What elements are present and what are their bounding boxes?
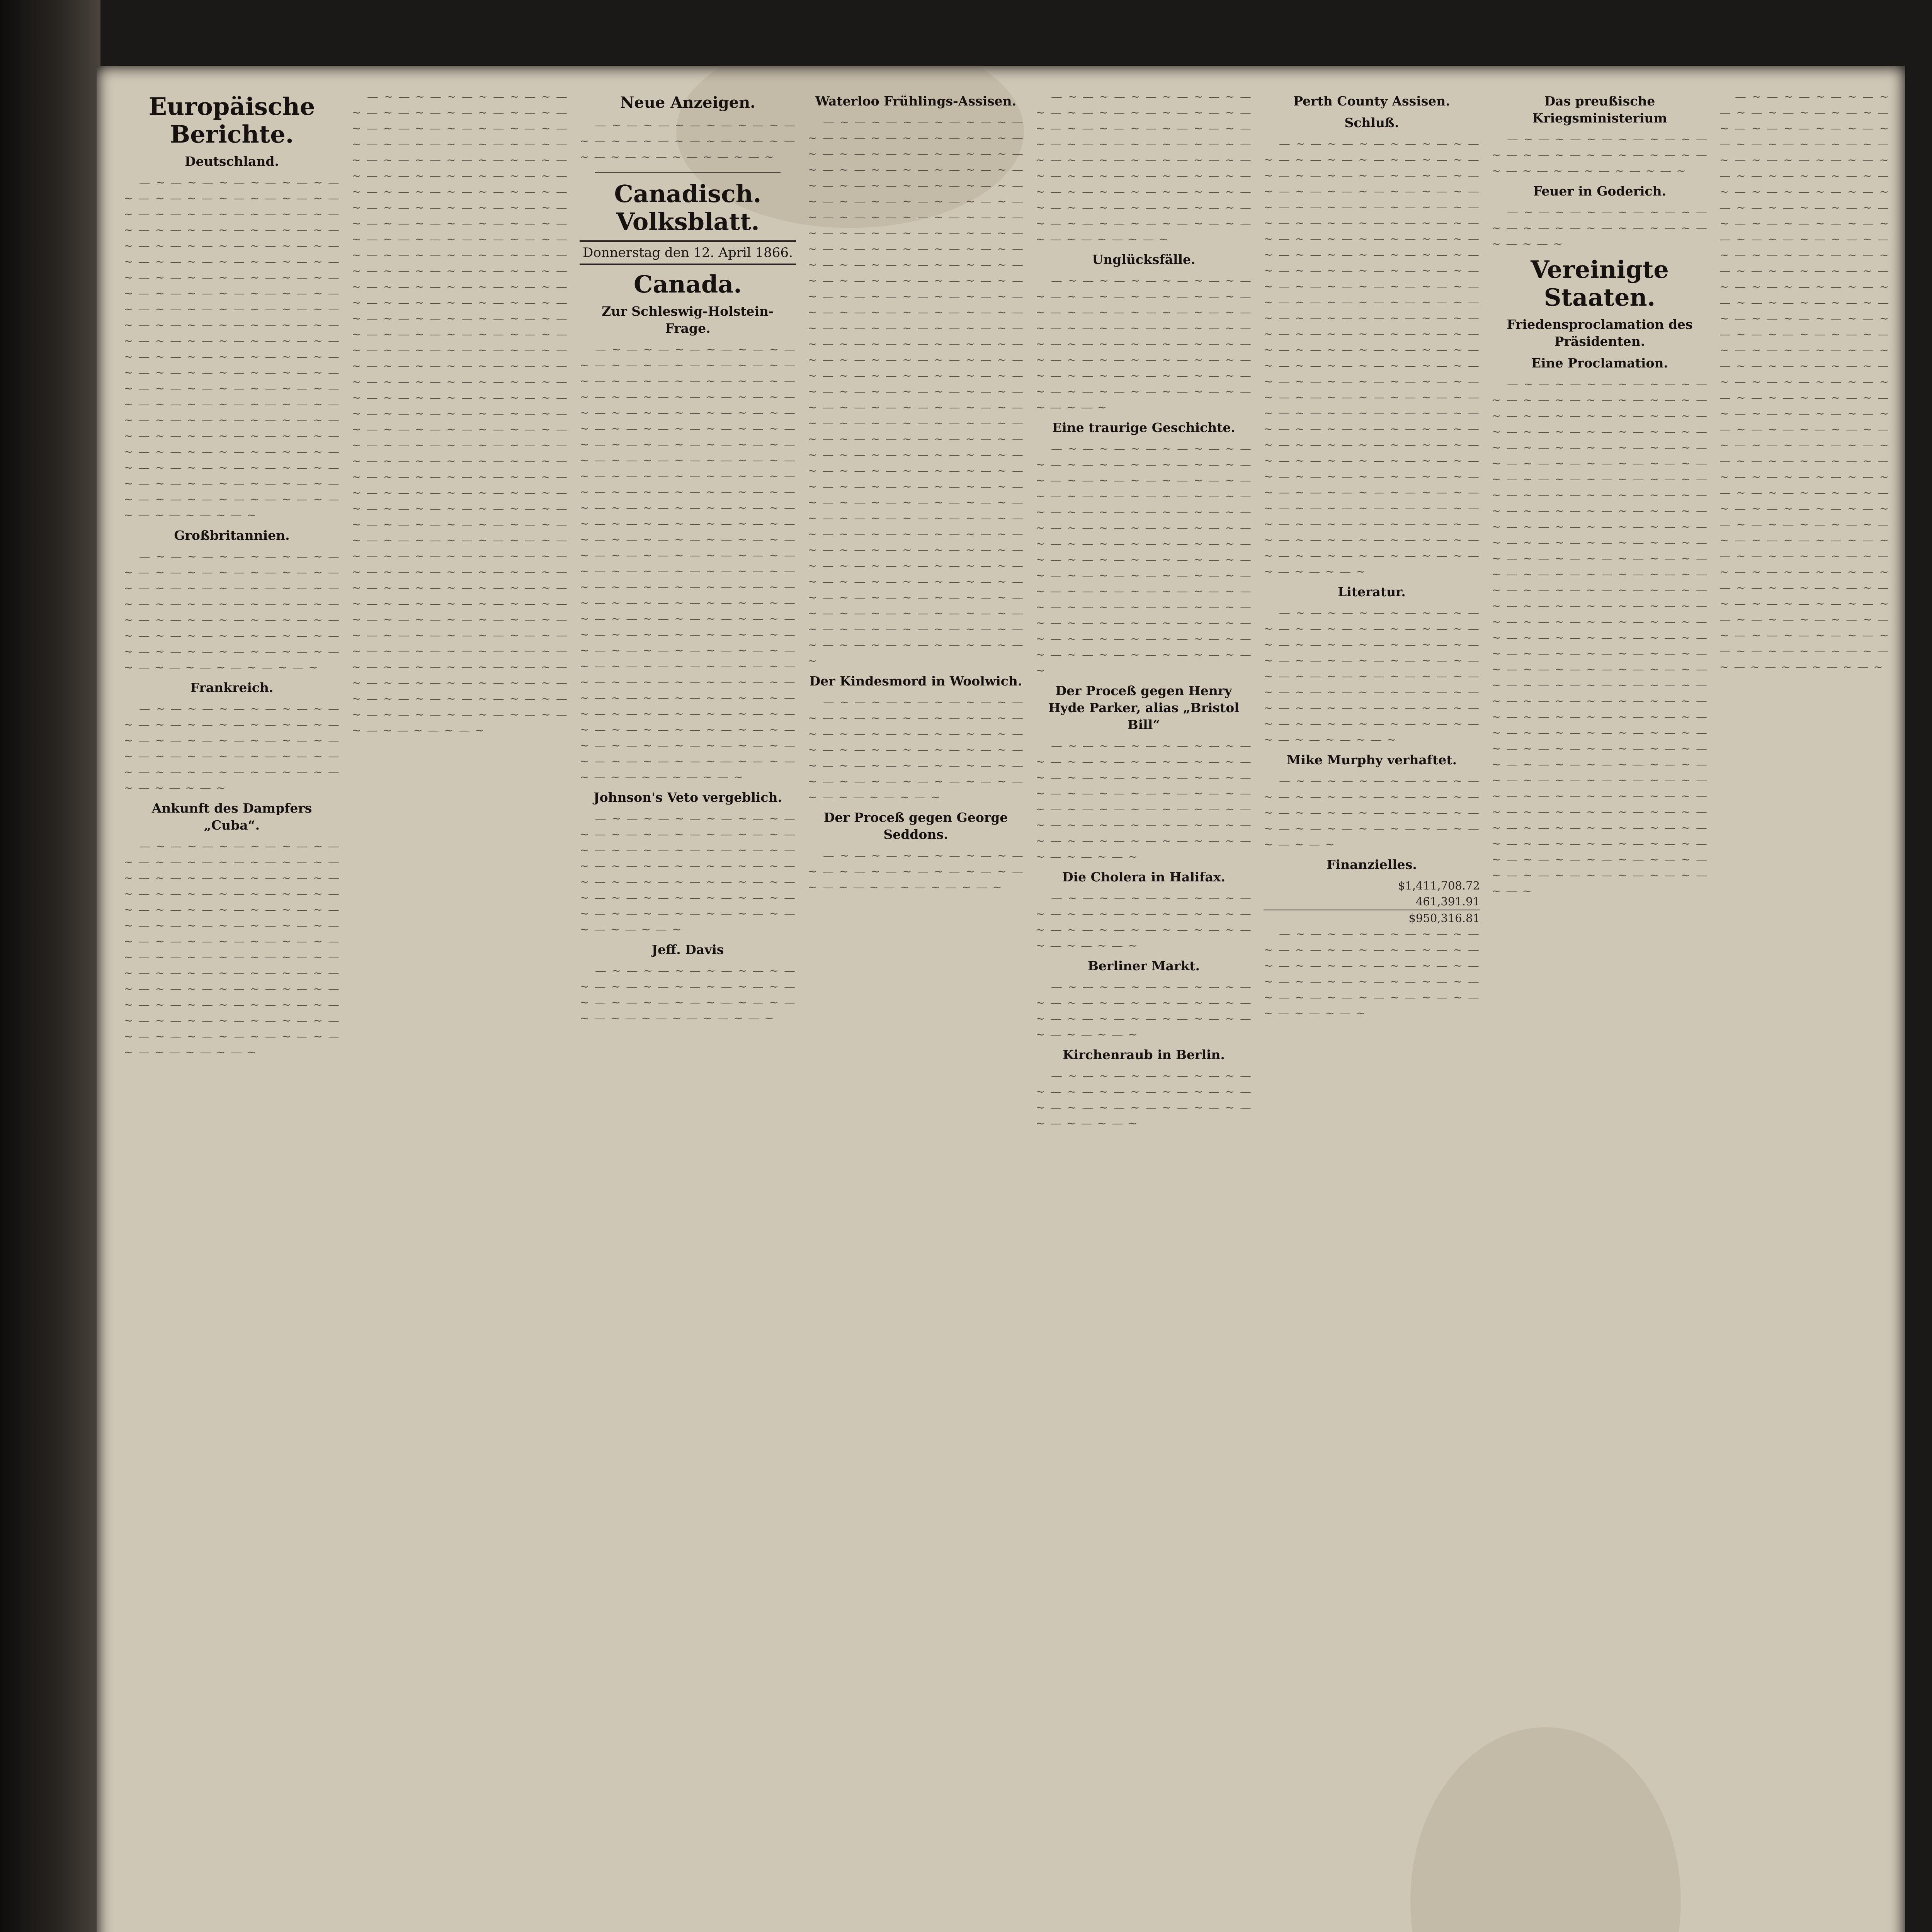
article-body: — ~ — ~ — ~ — ~ — ~ — ~ — ~ — ~ — ~ — ~ — ~ — ~ — ~ — ~ — ~ — ~ — ~ — ~ — ~ — ~ — ~ — ~ — ~ — ~ — ~ — ~ — ~ — ~ — ~ — ~ — ~ — ~ — ~ — ~ — ~ — ~ — ~ — ~ — ~ — ~ — ~ — ~ — ~ — ~ — ~ — ~ — ~ — ~ — ~ — ~ — ~ — ~ [1036,739,1252,863]
figure-expenses: 461,391.91 [1415,895,1480,908]
subheading: Mike Murphy verhaftet. [1286,752,1457,767]
book-binding [0,0,100,1932]
article-body: — ~ — ~ — ~ — ~ — ~ — ~ — ~ — ~ — ~ — ~ — ~ — ~ — ~ — ~ — ~ — ~ — ~ — ~ — ~ — ~ — ~ — ~ — ~ — ~ — ~ — ~ — ~ — ~ — ~ — ~ — ~ — ~ — ~ — ~ — ~ — ~ — ~ — ~ — ~ — ~ — ~ — ~ — ~ — ~ — ~ — ~ — ~ — ~ — ~ — ~ — ~ — ~ — ~ — ~ — ~ — ~ — ~ — ~ — ~ — ~ — ~ — ~ — ~ — ~ — ~ — ~ — ~ — ~ — ~ — ~ — ~ — ~ — ~ — ~ — ~ — ~ — ~ — ~ — ~ — ~ — ~ — ~ — ~ — ~ — ~ — ~ — ~ — ~ — ~ — ~ — ~ — ~ — ~ — ~ — ~ [124,840,340,1059]
article-body: — ~ — ~ — ~ — ~ — ~ — ~ — ~ — ~ — ~ — ~ — ~ — ~ — ~ — ~ — ~ — ~ — ~ — ~ — ~ — ~ — ~ — ~ — ~ — ~ — ~ — ~ — ~ — ~ — ~ — ~ — ~ — ~ — ~ — ~ — ~ — ~ — ~ — ~ — ~ — ~ — ~ — ~ — ~ — ~ — ~ — ~ — ~ — ~ — ~ — ~ — ~ — ~ — ~ — ~ — ~ — ~ — ~ — ~ [1036,274,1252,414]
column-4 [808,89,1024,1932]
article-body: — ~ — ~ — ~ — ~ — ~ — ~ — ~ — ~ — ~ — ~ — ~ — ~ — ~ — ~ — ~ — ~ — ~ — ~ — ~ — ~ — ~ — ~ — ~ — ~ — ~ — ~ — ~ — ~ — ~ — ~ — ~ — ~ — ~ — ~ — ~ — ~ — ~ — ~ — ~ — ~ — ~ — ~ — ~ — ~ — ~ — ~ [808,696,1024,804]
article-body: — ~ — ~ — ~ — ~ — ~ — ~ — ~ — ~ — ~ — ~ — ~ — ~ — ~ — ~ — ~ — ~ — ~ — ~ — ~ — ~ — ~ — ~ — ~ — ~ — ~ — ~ — ~ — ~ — ~ — ~ — ~ — ~ — ~ — ~ — ~ — ~ — ~ — ~ — ~ — ~ — ~ — ~ — ~ — ~ — ~ — ~ — ~ — ~ — ~ — ~ — ~ — ~ — ~ — ~ — ~ — ~ — ~ — ~ — ~ — ~ — ~ — ~ — ~ — ~ — ~ — ~ — ~ — ~ — ~ — ~ — ~ — ~ — ~ — ~ — ~ — ~ — ~ — ~ — ~ — ~ — ~ — ~ — ~ — ~ — ~ — ~ — ~ — ~ — ~ — ~ — ~ — ~ — ~ — ~ — ~ — ~ — ~ — ~ — ~ — ~ — ~ — ~ — ~ — ~ — ~ — ~ — ~ — ~ — ~ — ~ — ~ — ~ — ~ — ~ — ~ — ~ — ~ — ~ — ~ — ~ — ~ — ~ — ~ — ~ — ~ — ~ — ~ — ~ — ~ — ~ — ~ — ~ — ~ — ~ — ~ — ~ — ~ — ~ — ~ — ~ — ~ — ~ — ~ — ~ — ~ — ~ — ~ — ~ — ~ — ~ — ~ — ~ — ~ — ~ — ~ — ~ — ~ — ~ — ~ — ~ — ~ — ~ — ~ — ~ — ~ — ~ — ~ — ~ — ~ — ~ — ~ — ~ — ~ — ~ — ~ — ~ — ~ — ~ — ~ — ~ — ~ — ~ — ~ — ~ — ~ — ~ — ~ — ~ — ~ — ~ — ~ — ~ — ~ — ~ — ~ — ~ — ~ — ~ — ~ — ~ — ~ — ~ — ~ [1719,90,1889,673]
section-heading: Das preußische Kriegsministerium [1532,94,1667,126]
column-6 [1264,89,1480,1932]
column-2 [352,89,568,1932]
subheading: Unglücksfälle. [1092,252,1196,267]
subheading: Frankreich. [190,680,274,695]
figure-surplus: $950,316.81 [1264,910,1480,926]
article-body: — ~ — ~ — ~ — ~ — ~ — ~ — ~ — ~ — ~ — ~ — ~ — ~ — ~ — ~ — ~ — ~ — ~ — ~ — ~ — ~ — ~ — ~ — ~ — ~ — ~ — ~ — ~ — ~ — ~ — ~ — ~ — ~ — ~ — ~ — ~ — ~ — ~ — ~ — ~ — ~ — ~ — ~ — ~ — ~ — ~ — ~ — ~ — ~ — ~ — ~ — ~ — ~ — ~ — ~ — ~ [124,550,340,674]
subheading: Ankunft des Dampfers „Cuba“. [151,801,312,833]
article-body: — ~ — ~ — ~ — ~ — ~ — ~ — ~ — ~ — ~ — ~ — ~ — ~ — ~ — ~ — ~ — ~ — ~ — ~ — ~ — ~ — ~ — ~ — ~ — ~ — ~ — ~ — ~ — ~ — ~ — ~ — ~ — ~ — ~ — ~ — ~ — ~ — ~ — ~ [1264,927,1480,1020]
subheading: Die Cholera in Halifax. [1062,869,1226,884]
article-body: — ~ — ~ — ~ — ~ — ~ — ~ — ~ — ~ — ~ — ~ — ~ — ~ — ~ — ~ — ~ — ~ — ~ — ~ — ~ — ~ — ~ — ~ — ~ — ~ — ~ — ~ — ~ — ~ — ~ — ~ — ~ — ~ — ~ — ~ — ~ — ~ — ~ — ~ — ~ — ~ — ~ — ~ — ~ — ~ — ~ — ~ — ~ — ~ — ~ — ~ — ~ — ~ — ~ — ~ — ~ — ~ — ~ — ~ — ~ — ~ — ~ — ~ — ~ — ~ — ~ — ~ — ~ — ~ — ~ — ~ — ~ — ~ — ~ — ~ — ~ — ~ — ~ — ~ — ~ — ~ — ~ — ~ — ~ — ~ — ~ — ~ — ~ — ~ — ~ — ~ — ~ — ~ — ~ — ~ — ~ — ~ — ~ — ~ — ~ — ~ — ~ — ~ — ~ — ~ — ~ — ~ — ~ — ~ — ~ — ~ — ~ — ~ — ~ — ~ — ~ — ~ — ~ — ~ — ~ — ~ — ~ — ~ — ~ — ~ — ~ — ~ — ~ — ~ — ~ — ~ — ~ — ~ — ~ — ~ — ~ — ~ — ~ — ~ — ~ — ~ — ~ — ~ — ~ — ~ — ~ — ~ — ~ — ~ — ~ — ~ — ~ — ~ — ~ — ~ — ~ — ~ — ~ — ~ — ~ — ~ — ~ — ~ — ~ — ~ — ~ — ~ — ~ — ~ — ~ — ~ — ~ — ~ — ~ — ~ — ~ — ~ — ~ — ~ — ~ — ~ — ~ — ~ — ~ — ~ — ~ — ~ — ~ — ~ — ~ — ~ — ~ — ~ — ~ — ~ — ~ — ~ — ~ — ~ — ~ — ~ — ~ — ~ — ~ — ~ — ~ — ~ — ~ — ~ — ~ — ~ — ~ — ~ — ~ — ~ — ~ — ~ — ~ — ~ — ~ — ~ — ~ — ~ — ~ — ~ — ~ — ~ — ~ — ~ — ~ — ~ — ~ — ~ — ~ — ~ — ~ — ~ — ~ — ~ — ~ — ~ — ~ — ~ — ~ — ~ — ~ — ~ — ~ — ~ — ~ — ~ — ~ — ~ — ~ — ~ — ~ — ~ — ~ — ~ — ~ — ~ — ~ — ~ — ~ — ~ — ~ — ~ — ~ — ~ — ~ — ~ — ~ — ~ — ~ — ~ — ~ — ~ — ~ — ~ — ~ — ~ — ~ — ~ — ~ — ~ [352,90,568,737]
article-body: — ~ — ~ — ~ — ~ — ~ — ~ — ~ — ~ — ~ — ~ — ~ — ~ — ~ — ~ — ~ — ~ — ~ — ~ — ~ — ~ — ~ — ~ — ~ — ~ — ~ — ~ — ~ — ~ — ~ — ~ [1264,774,1480,851]
subheading: Finanzielles. [1327,857,1417,872]
article-body: — ~ — ~ — ~ — ~ — ~ — ~ — ~ — ~ — ~ — ~ — ~ — ~ — ~ — ~ — ~ — ~ — ~ — ~ — ~ — ~ — ~ — ~ — ~ — ~ [1036,1069,1252,1130]
subheading: Großbritannien. [174,528,290,543]
article-body: — ~ — ~ — ~ — ~ — ~ — ~ — ~ — ~ — ~ — ~ — ~ — ~ — ~ — ~ — ~ — ~ — ~ — ~ — ~ — ~ — ~ — ~ — ~ — ~ — ~ — ~ — ~ — ~ — ~ — ~ — ~ — ~ — ~ — ~ — ~ — ~ — ~ — ~ [124,702,340,794]
article-body: — ~ — ~ — ~ — ~ — ~ — ~ — ~ — ~ — ~ — ~ — ~ — ~ — ~ — ~ — ~ — ~ — ~ — ~ — ~ — ~ — ~ — ~ — ~ — ~ — ~ — ~ — ~ — ~ — ~ — ~ — ~ — ~ — ~ — ~ — ~ — ~ — ~ — ~ — ~ — ~ — ~ — ~ — ~ — ~ — ~ — ~ — ~ — ~ — ~ — ~ — ~ — ~ — ~ — ~ — ~ — ~ — ~ — ~ — ~ — ~ — ~ — ~ — ~ — ~ — ~ — ~ — ~ — ~ — ~ — ~ — ~ — ~ — ~ — ~ — ~ — ~ — ~ — ~ — ~ — ~ — ~ — ~ — ~ — ~ — ~ — ~ — ~ — ~ — ~ — ~ — ~ — ~ — ~ — ~ — ~ — ~ — ~ — ~ [1036,442,1252,677]
subheading: Schluß. [1344,115,1399,130]
subheading: Johnson's Veto vergeblich. [593,790,782,805]
subheading: Jeff. Davis [651,942,724,957]
article-body: — ~ — ~ — ~ — ~ — ~ — ~ — ~ — ~ — ~ — ~ — ~ — ~ — ~ — ~ — ~ — ~ — ~ — ~ — ~ — ~ — ~ — ~ — ~ — ~ — ~ — ~ — ~ — ~ — ~ — ~ — ~ — ~ — ~ — ~ — ~ — ~ — ~ — ~ — ~ — ~ — ~ — ~ — ~ — ~ — ~ — ~ — ~ — ~ — ~ — ~ — ~ — ~ — ~ — ~ — ~ — ~ — ~ — ~ — ~ — ~ — ~ — ~ — ~ — ~ — ~ — ~ — ~ — ~ — ~ — ~ — ~ — ~ — ~ — ~ — ~ — ~ — ~ — ~ — ~ — ~ — ~ — ~ — ~ — ~ — ~ — ~ — ~ — ~ — ~ — ~ — ~ — ~ — ~ — ~ — ~ — ~ — ~ — ~ — ~ — ~ — ~ — ~ — ~ — ~ — ~ — ~ — ~ — ~ — ~ — ~ — ~ — ~ — ~ — ~ — ~ — ~ — ~ — ~ — ~ — ~ — ~ — ~ — ~ — ~ — ~ — ~ — ~ — ~ — ~ — ~ — ~ — ~ — ~ — ~ — ~ — ~ — ~ — ~ — ~ — ~ — ~ — ~ — ~ — ~ — ~ — ~ — ~ — ~ — ~ — ~ — ~ — ~ — ~ — ~ — ~ — ~ — ~ — ~ — ~ — ~ — ~ — ~ — ~ — ~ — ~ — ~ — ~ — ~ — ~ — ~ — ~ — ~ — ~ — ~ — ~ — ~ — ~ — ~ — ~ — ~ — ~ — ~ — ~ — ~ — ~ — ~ — ~ — ~ — ~ — ~ — ~ — ~ — ~ — ~ [580,343,796,784]
section-heading: Vereinigte Staaten. [1531,255,1669,311]
subheading: Eine traurige Geschichte. [1052,420,1235,435]
ads-heading: Neue Anzeigen. [620,94,756,112]
article-body: — ~ — ~ — ~ — ~ — ~ — ~ — ~ — ~ — ~ — ~ — ~ — ~ — ~ — ~ — ~ — ~ — ~ — ~ — ~ — ~ — ~ — ~ — ~ — ~ — ~ — ~ — ~ — ~ — ~ — ~ — ~ — ~ — ~ — ~ — ~ — ~ — ~ — ~ — ~ — ~ — ~ — ~ — ~ — ~ — ~ — ~ — ~ — ~ — ~ — ~ — ~ — ~ — ~ — ~ — ~ — ~ — ~ — ~ — ~ — ~ — ~ — ~ — ~ — ~ — ~ — ~ — ~ [1036,90,1252,246]
column-1 [124,89,340,1932]
subheading: Der Kindesmord in Woolwich. [809,673,1022,689]
divider [595,172,781,173]
section-heading: Waterloo Frühlings-Assisen. [815,94,1017,109]
article-body: — ~ — ~ — ~ — ~ — ~ — ~ — ~ — ~ — ~ — ~ — ~ — ~ — ~ — ~ — ~ — ~ — ~ — ~ — ~ — ~ — ~ — ~ — ~ — ~ — ~ — ~ — ~ — ~ — ~ — ~ — ~ — ~ — ~ — ~ — ~ — ~ — ~ — ~ — ~ — ~ — ~ — ~ — ~ — ~ — ~ — ~ — ~ — ~ — ~ — ~ — ~ — ~ — ~ — ~ — ~ — ~ — ~ — ~ — ~ — ~ — ~ — ~ — ~ — ~ — ~ — ~ — ~ — ~ — ~ — ~ — ~ — ~ — ~ — ~ — ~ — ~ — ~ — ~ — ~ — ~ — ~ — ~ — ~ — ~ — ~ — ~ — ~ — ~ — ~ — ~ — ~ — ~ — ~ — ~ — ~ — ~ — ~ — ~ — ~ — ~ — ~ — ~ — ~ — ~ — ~ — ~ — ~ — ~ — ~ — ~ — ~ — ~ — ~ — ~ — ~ — ~ — ~ — ~ — ~ — ~ — ~ — ~ — ~ — ~ — ~ — ~ — ~ — ~ — ~ — ~ — ~ — ~ — ~ — ~ — ~ — ~ — ~ — ~ — ~ — ~ — ~ — ~ — ~ — ~ — ~ — ~ — ~ — ~ — ~ — ~ — ~ — ~ — ~ — ~ — ~ — ~ — ~ — ~ — ~ — ~ — ~ — ~ — ~ — ~ — ~ — ~ — ~ — ~ — ~ — ~ — ~ — ~ — ~ — ~ — ~ — ~ — ~ — ~ — ~ — ~ — ~ — ~ — ~ — ~ — ~ — ~ — ~ — ~ — ~ — ~ — ~ — ~ — ~ — ~ — ~ — ~ — ~ — ~ — ~ — ~ — ~ — ~ — ~ — ~ — ~ — ~ — ~ — ~ — ~ — ~ — ~ — ~ — ~ — ~ — ~ — ~ — ~ — ~ — ~ — ~ — ~ — ~ — ~ — ~ — ~ — ~ — ~ — ~ — ~ — ~ — ~ — ~ — ~ — ~ — ~ — ~ — ~ — ~ [808,116,1024,667]
article-body: — ~ — ~ — ~ — ~ — ~ — ~ — ~ — ~ — ~ — ~ — ~ — ~ — ~ — ~ — ~ — ~ — ~ — ~ — ~ — ~ — ~ — ~ — ~ — ~ — ~ — ~ — ~ [580,964,796,1025]
column-7 [1492,89,1708,1932]
dateline: Donnerstag den 12. April 1866. [580,240,796,265]
article-body: — ~ — ~ — ~ — ~ — ~ — ~ — ~ — ~ — ~ — ~ — ~ — ~ — ~ — ~ — ~ — ~ — ~ — ~ — ~ — ~ — ~ — ~ — ~ — ~ — ~ — ~ — ~ — ~ — ~ — ~ — ~ — ~ — ~ — ~ — ~ — ~ — ~ — ~ — ~ — ~ — ~ — ~ — ~ — ~ — ~ — ~ — ~ — ~ — ~ — ~ — ~ — ~ — ~ — ~ — ~ — ~ — ~ — ~ — ~ — ~ [1264,606,1480,746]
ads-body: — ~ — ~ — ~ — ~ — ~ — ~ — ~ — ~ — ~ — ~ — ~ — ~ — ~ — ~ — ~ — ~ — ~ — ~ — ~ — ~ [580,119,796,163]
column-5 [1036,89,1252,1932]
article-body: — ~ — ~ — ~ — ~ — ~ — ~ — ~ — ~ — ~ — ~ — ~ — ~ — ~ — ~ — ~ — ~ — ~ — ~ — ~ — ~ — ~ — ~ — ~ — ~ — ~ — ~ — ~ — ~ — ~ — ~ — ~ — ~ — ~ — ~ — ~ — ~ — ~ — ~ — ~ — ~ — ~ — ~ — ~ — ~ — ~ — ~ — ~ — ~ — ~ — ~ — ~ — ~ — ~ — ~ — ~ — ~ — ~ — ~ — ~ — ~ — ~ — ~ — ~ — ~ — ~ — ~ — ~ — ~ — ~ — ~ — ~ — ~ — ~ — ~ — ~ — ~ — ~ — ~ — ~ — ~ — ~ — ~ — ~ — ~ — ~ — ~ — ~ — ~ — ~ — ~ — ~ — ~ — ~ — ~ — ~ — ~ — ~ — ~ — ~ — ~ — ~ — ~ — ~ — ~ — ~ — ~ — ~ — ~ — ~ — ~ — ~ — ~ — ~ — ~ — ~ — ~ — ~ — ~ — ~ — ~ — ~ — ~ — ~ — ~ — ~ — ~ — ~ — ~ — ~ — ~ — ~ — ~ — ~ — ~ — ~ — ~ — ~ — ~ — ~ — ~ — ~ — ~ — ~ — ~ — ~ — ~ — ~ — ~ — ~ — ~ — ~ [124,176,340,522]
column-3 [580,89,796,1932]
subheading: Der Proceß gegen George Seddons. [823,810,1008,842]
subheading: Eine Proclamation. [1531,355,1668,371]
subheading: Berliner Markt. [1087,958,1200,973]
subheading: Friedensproclamation des Präsidenten. [1507,317,1693,349]
subheading: Kirchenraub in Berlin. [1063,1047,1225,1062]
masthead: Canadisch. Volksblatt. [614,180,762,236]
article-body: — ~ — ~ — ~ — ~ — ~ — ~ — ~ — ~ — ~ — ~ — ~ — ~ — ~ — ~ — ~ — ~ — ~ — ~ — ~ — ~ [808,849,1024,894]
newspaper-page [97,66,1905,1932]
section-heading: Canada. [634,270,742,298]
article-body: — ~ — ~ — ~ — ~ — ~ — ~ — ~ — ~ — ~ — ~ — ~ — ~ — ~ — ~ — ~ — ~ [1492,206,1708,250]
subheading: Deutschland. [185,154,279,169]
subheading: Feuer in Goderich. [1533,184,1667,199]
article-body: — ~ — ~ — ~ — ~ — ~ — ~ — ~ — ~ — ~ — ~ — ~ — ~ — ~ — ~ — ~ — ~ — ~ — ~ — ~ — ~ — ~ — ~ — ~ — ~ — ~ — ~ — ~ — ~ — ~ — ~ — ~ — ~ — ~ — ~ — ~ — ~ — ~ — ~ — ~ — ~ — ~ — ~ — ~ — ~ — ~ — ~ — ~ — ~ — ~ — ~ — ~ — ~ [580,812,796,936]
finance-figures [1264,878,1480,926]
subheading: Zur Schleswig-Holstein-Frage. [602,304,774,336]
article-body: — ~ — ~ — ~ — ~ — ~ — ~ — ~ — ~ — ~ — ~ — ~ — ~ — ~ — ~ — ~ — ~ — ~ — ~ — ~ — ~ [1492,133,1708,177]
article-body: — ~ — ~ — ~ — ~ — ~ — ~ — ~ — ~ — ~ — ~ — ~ — ~ — ~ — ~ — ~ — ~ — ~ — ~ — ~ — ~ — ~ — ~ — ~ — ~ [1036,891,1252,952]
column-8 [1719,89,1889,1932]
section-heading: Perth County Assisen. [1293,94,1450,109]
subheading: Literatur. [1338,584,1406,599]
subheading: Der Proceß gegen Henry Hyde Parker, alias „Bristol Bill“ [1048,683,1239,732]
article-body: — ~ — ~ — ~ — ~ — ~ — ~ — ~ — ~ — ~ — ~ — ~ — ~ — ~ — ~ — ~ — ~ — ~ — ~ — ~ — ~ — ~ — ~ — ~ — ~ [1036,980,1252,1041]
article-body: — ~ — ~ — ~ — ~ — ~ — ~ — ~ — ~ — ~ — ~ — ~ — ~ — ~ — ~ — ~ — ~ — ~ — ~ — ~ — ~ — ~ — ~ — ~ — ~ — ~ — ~ — ~ — ~ — ~ — ~ — ~ — ~ — ~ — ~ — ~ — ~ — ~ — ~ — ~ — ~ — ~ — ~ — ~ — ~ — ~ — ~ — ~ — ~ — ~ — ~ — ~ — ~ — ~ — ~ — ~ — ~ — ~ — ~ — ~ — ~ — ~ — ~ — ~ — ~ — ~ — ~ — ~ — ~ — ~ — ~ — ~ — ~ — ~ — ~ — ~ — ~ — ~ — ~ — ~ — ~ — ~ — ~ — ~ — ~ — ~ — ~ — ~ — ~ — ~ — ~ — ~ — ~ — ~ — ~ — ~ — ~ — ~ — ~ — ~ — ~ — ~ — ~ — ~ — ~ — ~ — ~ — ~ — ~ — ~ — ~ — ~ — ~ — ~ — ~ — ~ — ~ — ~ — ~ — ~ — ~ — ~ — ~ — ~ — ~ — ~ — ~ — ~ — ~ — ~ — ~ — ~ — ~ — ~ — ~ — ~ — ~ — ~ — ~ — ~ — ~ — ~ — ~ — ~ — ~ — ~ — ~ — ~ — ~ — ~ — ~ — ~ — ~ — ~ — ~ — ~ — ~ — ~ — ~ — ~ — ~ — ~ — ~ — ~ — ~ — ~ — ~ — ~ — ~ — ~ — ~ — ~ — ~ — ~ — ~ — ~ — ~ — ~ — ~ — ~ — ~ — ~ — ~ — ~ — ~ — ~ — ~ — ~ — ~ — ~ — ~ — ~ — ~ [1264,137,1480,578]
figure-receipts: $1,411,708.72 [1398,879,1480,892]
article-body: — ~ — ~ — ~ — ~ — ~ — ~ — ~ — ~ — ~ — ~ — ~ — ~ — ~ — ~ — ~ — ~ — ~ — ~ — ~ — ~ — ~ — ~ — ~ — ~ — ~ — ~ — ~ — ~ — ~ — ~ — ~ — ~ — ~ — ~ — ~ — ~ — ~ — ~ — ~ — ~ — ~ — ~ — ~ — ~ — ~ — ~ — ~ — ~ — ~ — ~ — ~ — ~ — ~ — ~ — ~ — ~ — ~ — ~ — ~ — ~ — ~ — ~ — ~ — ~ — ~ — ~ — ~ — ~ — ~ — ~ — ~ — ~ — ~ — ~ — ~ — ~ — ~ — ~ — ~ — ~ — ~ — ~ — ~ — ~ — ~ — ~ — ~ — ~ — ~ — ~ — ~ — ~ — ~ — ~ — ~ — ~ — ~ — ~ — ~ — ~ — ~ — ~ — ~ — ~ — ~ — ~ — ~ — ~ — ~ — ~ — ~ — ~ — ~ — ~ — ~ — ~ — ~ — ~ — ~ — ~ — ~ — ~ — ~ — ~ — ~ — ~ — ~ — ~ — ~ — ~ — ~ — ~ — ~ — ~ — ~ — ~ — ~ — ~ — ~ — ~ — ~ — ~ — ~ — ~ — ~ — ~ — ~ — ~ — ~ — ~ — ~ — ~ — ~ — ~ — ~ — ~ — ~ — ~ — ~ — ~ — ~ — ~ — ~ — ~ — ~ — ~ — ~ — ~ — ~ — ~ — ~ — ~ — ~ — ~ — ~ — ~ — ~ — ~ — ~ — ~ — ~ — ~ — ~ — ~ — ~ — ~ — ~ — ~ — ~ — ~ — ~ — ~ — ~ — ~ — ~ — ~ — ~ — ~ — ~ — ~ — ~ — ~ — ~ — ~ — ~ — ~ — ~ — ~ — ~ — ~ — ~ — ~ — ~ — ~ — ~ — ~ — ~ — ~ — ~ — ~ — ~ — ~ — ~ — ~ — ~ [1492,378,1708,898]
section-heading: Europäische Berichte. [148,92,315,148]
